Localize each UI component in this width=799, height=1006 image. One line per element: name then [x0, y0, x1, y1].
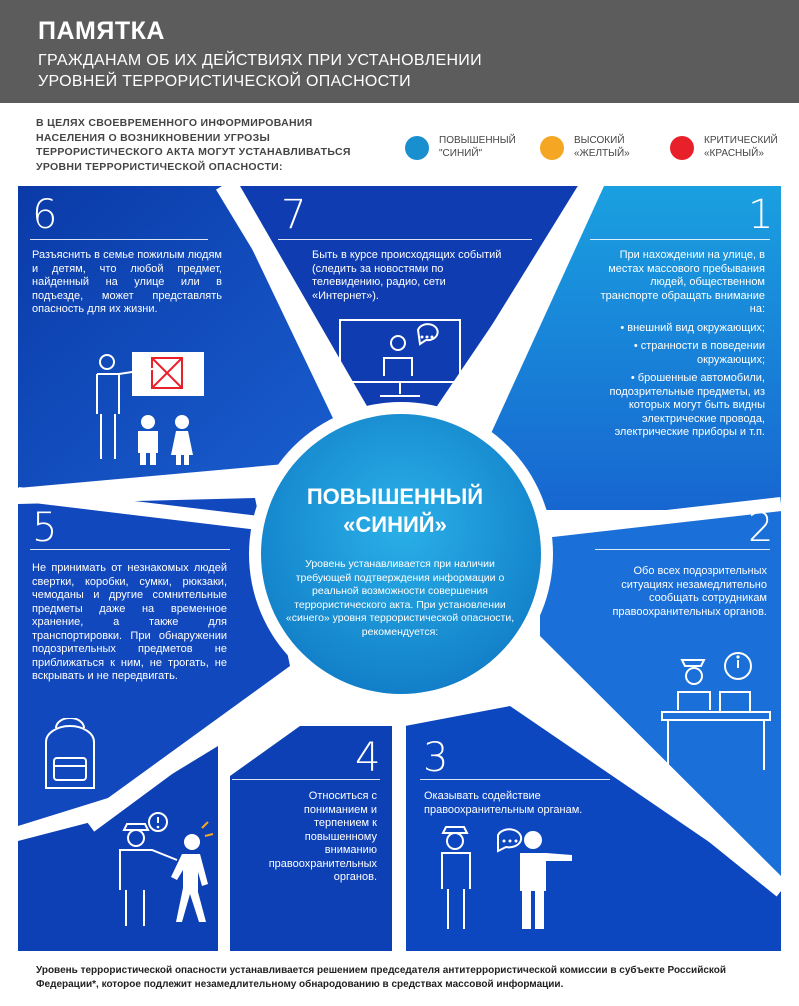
panel-7-rule: [278, 239, 532, 240]
panel-4-text: Относиться с пониманием и терпением к повышенному вниманию правоохранительных органов.: [268, 790, 377, 883]
panel-6-rule: [30, 239, 208, 240]
panel-1-line-intro: При нахождении на улице, в местах массового пребывания людей, общественном транспорте обращать внимание на:: [600, 249, 765, 315]
panel-6-number: 6: [32, 192, 58, 238]
panel-5-rule: [30, 549, 230, 550]
panel-5-number: 5: [32, 505, 58, 551]
panel-3-rule: [420, 779, 610, 780]
center-title-line1: ПОВЫШЕННЫЙ: [306, 484, 484, 509]
panel-1-bullet-1: • внешний вид окружающих;: [620, 321, 765, 334]
header-banner: [0, 0, 799, 103]
intro-text: В ЦЕЛЯХ СВОЕВРЕМЕННОГО ИНФОРМИРОВАНИЯ НАСЕЛЕНИЯ О ВОЗНИКНОВЕНИИ УГРОЗЫ ТЕРРОРИСТИЧЕСКОГО АКТА МОГУТ УСТАНАВЛИВАТЬСЯ УРОВНИ ТЕРРОРИСТИЧЕСКОЙ ОПАСНОСТИ:: [36, 117, 351, 173]
legend-label-blue: [439, 134, 516, 160]
panel-1-rule: [590, 239, 770, 240]
panel-1-text: [590, 249, 765, 440]
legend-blue-line2: "СИНИЙ": [439, 148, 483, 159]
panel-1-bullet-2: • странности в поведении окружающих;: [633, 340, 765, 366]
police-assist-icon: [440, 825, 575, 930]
legend-red-line2: «КРАСНЫЙ»: [704, 148, 764, 159]
legend-label-red: [704, 134, 778, 160]
panel-2-number: 2: [748, 505, 774, 551]
legend-blue-line1: ПОВЫШЕННЫЙ: [439, 135, 516, 146]
center-title-line2: «СИНИЙ»: [343, 512, 447, 537]
legend-label-yellow: [574, 134, 630, 160]
subtitle-line-2: УРОВНЕЙ ТЕРРОРИСТИЧЕСКОЙ ОПАСНОСТИ: [38, 73, 411, 90]
legend-red-line1: КРИТИЧЕСКИЙ: [704, 135, 778, 146]
panel-1-number: 1: [748, 192, 774, 238]
police-check-icon: [110, 810, 220, 928]
panel-3-text: Оказывать содействие правоохранительным органам.: [424, 790, 583, 816]
blue-level-dot: [405, 136, 429, 160]
legend-yellow-line2: «ЖЕЛТЫЙ»: [574, 148, 630, 159]
panel-1-bullet-3: • брошенные автомобили, подозрительные предметы, из которых могут быть видны электрические провода, электрические приборы и т.п.: [609, 372, 765, 438]
legend-yellow-line1: ВЫСОКИЙ: [574, 135, 625, 146]
panel-2-text: Обо всех подозрительных ситуациях незамедлительно сообщать сотрудникам правоохранительных органов.: [612, 565, 767, 618]
center-level-title: [270, 483, 520, 539]
backpack-icon: [38, 718, 102, 790]
footer-note: Уровень террористической опасности устанавливается решением председателя антитеррористической комиссии в субъекте Российской Федерации*, которое подлежит незамедлительному обнародованию в средствах массовой информации.: [36, 965, 727, 990]
center-description: Уровень устанавливается при наличии требующей подтверждения информации о реальной возможности совершения террористического акта. При установлении «синего» уровня террористической опасности, рекомендуется:: [285, 558, 515, 638]
tv-news-icon: [338, 318, 462, 402]
family-warning-icon: [85, 350, 215, 465]
panel-5-text: Не принимать от незнакомых людей свертки, коробки, сумки, рюкзаки, чемоданы и другие сомнительные предметы даже на временное хранение, а также для транспортировки. При обнаружении подозрительных предметов не приближаться к ним, не трогать, не вскрывать и не передвигать.: [32, 562, 227, 682]
panel-6-text: Разъяснить в семье пожилым людям и детям, что любой предмет, найденный на улице или в подъезде, может представлять опасность для их жизни.: [32, 249, 222, 315]
page-subtitle: [38, 50, 482, 92]
panel-7-text: Быть в курсе происходящих событий (следить за новостями по телевидению, радио, сети «Интернет»).: [312, 249, 502, 302]
subtitle-line-1: ГРАЖДАНАМ ОБ ИХ ДЕЙСТВИЯХ ПРИ УСТАНОВЛЕНИИ: [38, 52, 482, 69]
police-desk-icon: [660, 650, 772, 772]
yellow-level-dot: [540, 136, 564, 160]
panel-2-rule: [595, 549, 770, 550]
page-title: ПАМЯТКА: [38, 17, 165, 45]
center-circle: [261, 414, 541, 694]
red-level-dot: [670, 136, 694, 160]
panel-7-number: 7: [281, 192, 307, 238]
panel-3-number: 3: [423, 735, 449, 781]
panel-4-number: 4: [355, 735, 381, 781]
